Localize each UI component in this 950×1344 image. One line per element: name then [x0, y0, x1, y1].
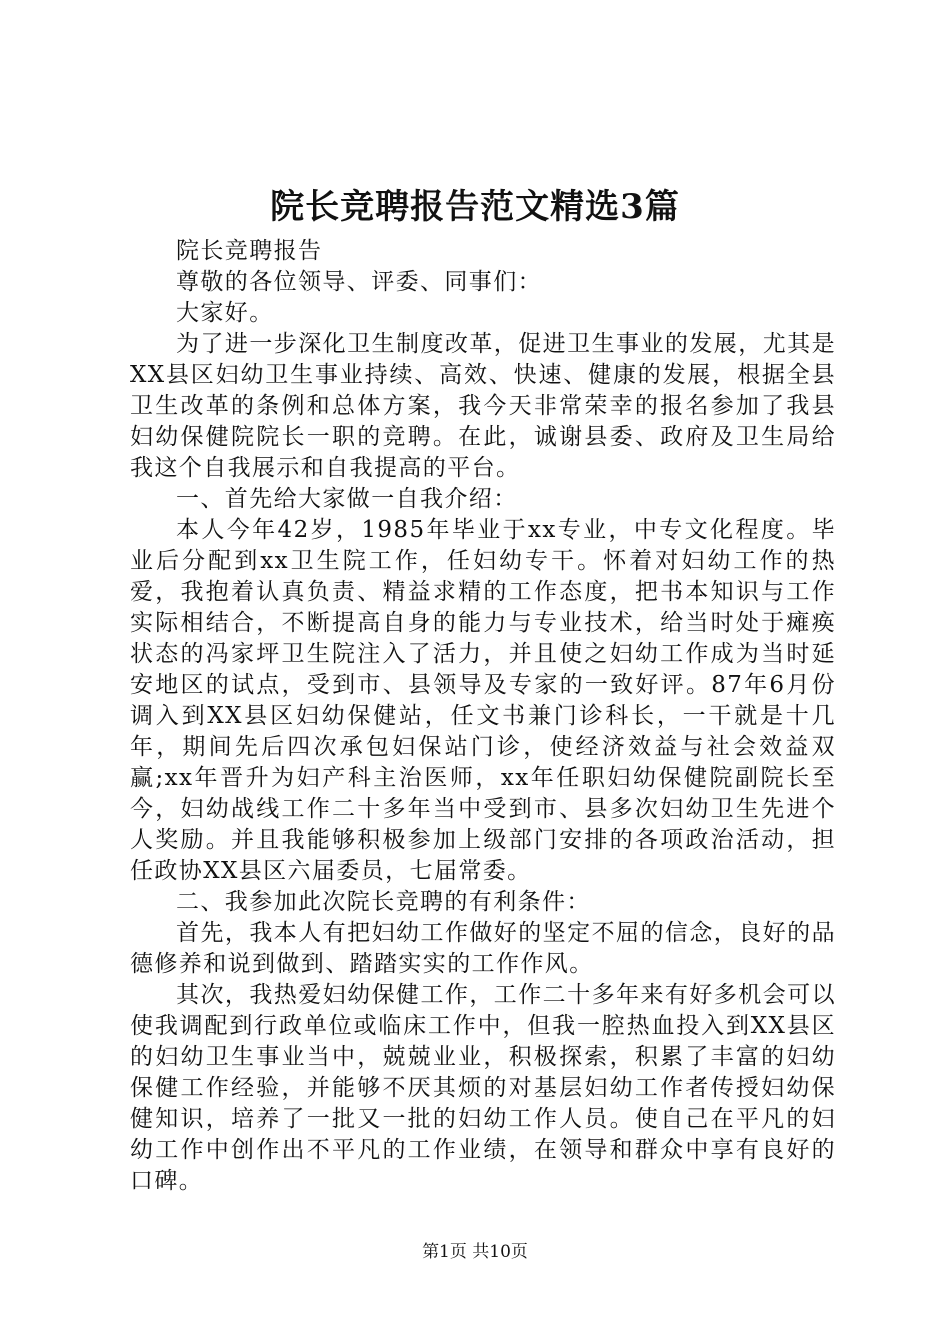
- document-body: [130, 236, 836, 1197]
- condition-paragraph-1: 首先，我本人有把妇幼工作做好的坚定不屈的信念，良好的品德修养和说到做到、踏踏实实的工作作风。: [130, 920, 836, 977]
- intro-paragraph: 为了进一步深化卫生制度改革，促进卫生事业的发展，尤其是XX县区妇幼卫生事业持续、高效、快速、健康的发展，根据全县卫生改革的条例和总体方案，我今天非常荣幸的报名参加了我县妇幼保健院院长一职的竞聘。在此，诚谢县委、政府及卫生局给我这个自我展示和自我提高的平台。: [130, 331, 836, 481]
- condition-paragraph-2: 其次，我热爱妇幼保健工作，工作二十多年来有好多机会可以使我调配到行政单位或临床工作中，但我一腔热血投入到XX县区的妇幼卫生事业当中，兢兢业业，积极探索，积累了丰富的妇幼保健工作经验，并能够不厌其烦的对基层妇幼工作者传授妇幼保健知识，培养了一批又一批的妇幼工作人员。使自己在平凡的妇幼工作中创作出不平凡的工作业绩，在领导和群众中享有良好的口碑。: [130, 982, 836, 1194]
- self-introduction-paragraph: 本人今年42岁，1985年毕业于xx专业，中专文化程度。毕业后分配到xx卫生院工作，任妇幼专干。怀着对妇幼工作的热爱，我抱着认真负责、精益求精的工作态度，把书本知识与工作实际相结合，不断提高自身的能力与专业技术，给当时处于瘫痪状态的冯家坪卫生院注入了活力，并且使之妇幼工作成为当时延安地区的试点，受到市、县领导及专家的一致好评。87年6月份调入到XX县区妇幼保健站，任文书兼门诊科长，一干就是十几年，期间先后四次承包妇保站门诊，使经济效益与社会效益双赢;xx年晋升为妇产科主治医师，xx年任职妇幼保健院副院长至今，妇幼战线工作二十多年当中受到市、县多次妇幼卫生先进个人奖励。并且我能够积极参加上级部门安排的各项政治活动，担任政协XX县区六届委员，七届常委。: [130, 517, 836, 884]
- document-title: 院长竞聘报告范文精选3篇: [270, 187, 680, 227]
- page-footer: 第1页 共10页: [422, 1242, 528, 1262]
- report-heading: 院长竞聘报告: [176, 238, 323, 264]
- salutation: 尊敬的各位领导、评委、同事们：: [176, 269, 542, 295]
- section-heading-1: 一、首先给大家做一自我介绍：: [176, 486, 518, 512]
- greeting: 大家好。: [176, 300, 274, 326]
- section-heading-2: 二、我参加此次院长竞聘的有利条件：: [176, 889, 591, 915]
